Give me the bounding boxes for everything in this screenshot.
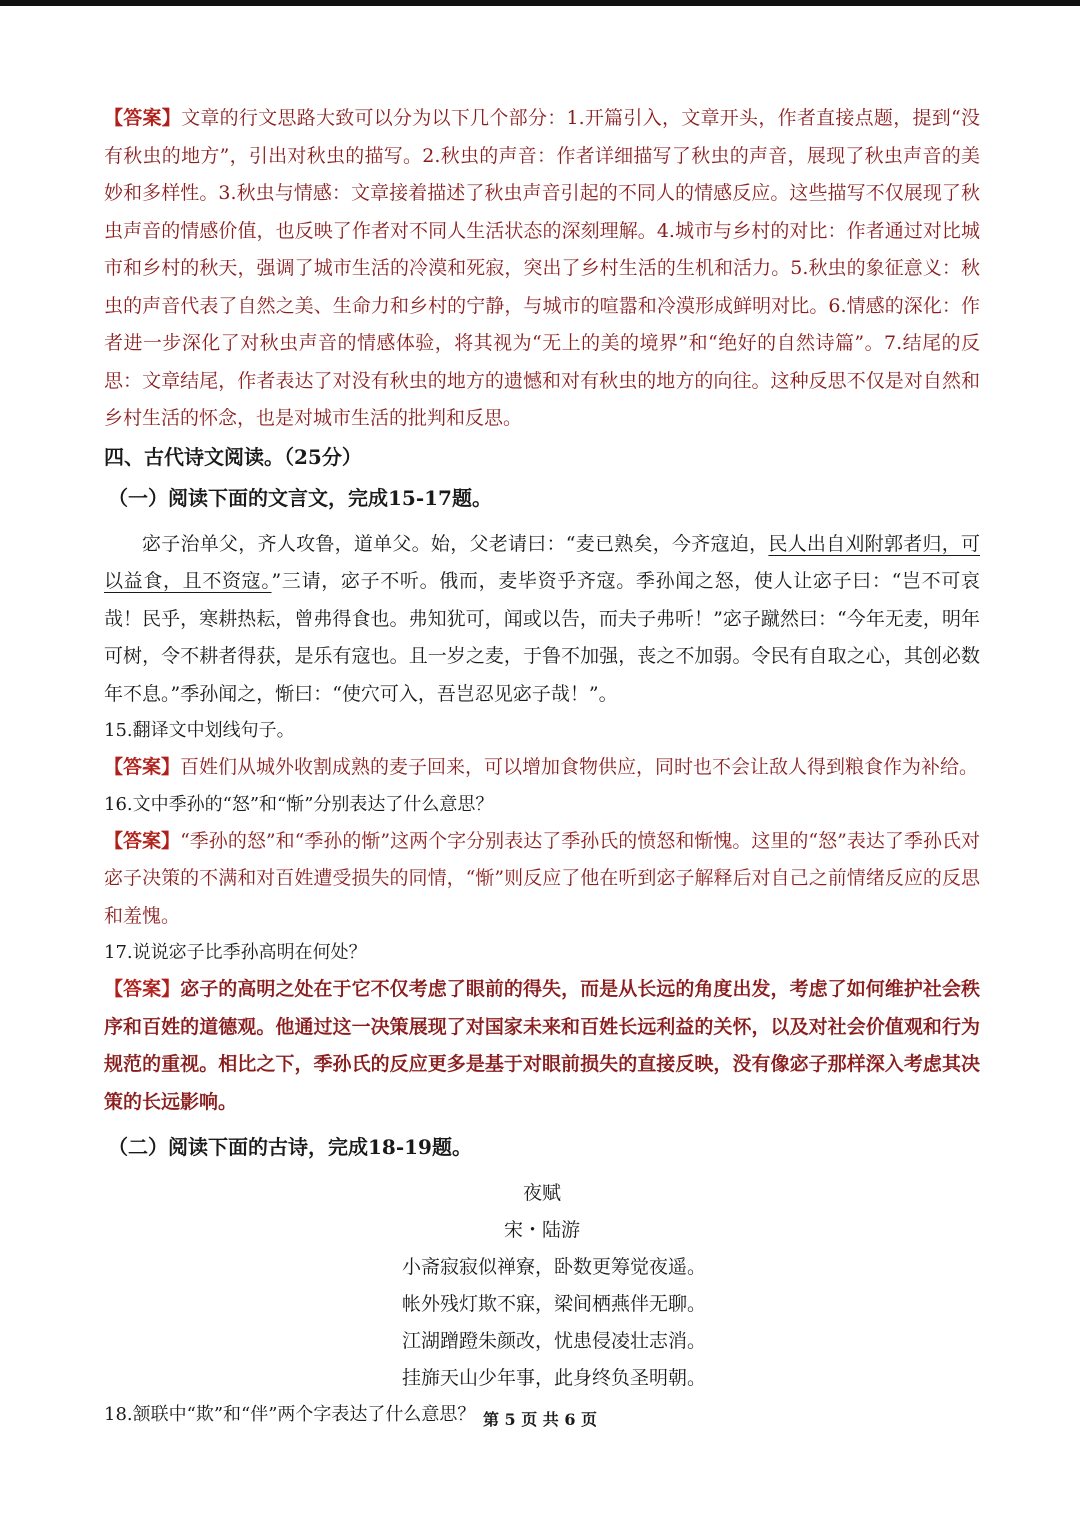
- answer-text: 文章的行文思路大致可以分为以下几个部分：1.开篇引入，文章开头，作者直接点题，提到“没有秋虫的地方”，引出对秋虫的描写。2.秋虫的声音：作者详细描写了秋虫的声音，展现了秋虫声音的美妙和多样性。3.秋虫与情感：文章接着描述了秋虫声音引起的不同人的情感反应。这些描写不仅展现了秋虫声音的情感价值，也反映了作者对不同人生活状态的深刻理解。4.城市与乡村的对比：作者通过对比城市和乡村的秋天，强调了城市生活的冷漠和死寂，突出了乡村生活的生机和活力。5.秋虫的象征意义：秋虫的声音代表了自然之美、生命力和乡村的宁静，与城市的喧嚣和冷漠形成鲜明对比。6.情感的深化：作者进一步深化了对秋虫声音的情感体验，将其视为“无上的美的境界”和“绝好的自然诗篇”。7.结尾的反思：文章结尾，作者表达了对没有秋虫的地方的遗憾和对有秋虫的地方的向往。这种反思不仅是对自然和乡村生活的怀念，也是对城市生活的批判和反思。: [104, 107, 980, 429]
- passage-text-before: 宓子治单父，齐人攻鲁，道单父。始，父老请曰：“麦已熟矣，今齐寇迫，: [142, 532, 769, 555]
- question-17: 17.说说宓子比季孙高明在何处？: [104, 942, 367, 963]
- section-heading-classical-reading: 四、古代诗文阅读。（25分）: [104, 444, 362, 469]
- question-15: 15.翻译文中划线句子。: [104, 720, 295, 741]
- exam-page: [104, 100, 980, 1433]
- part-heading-classical-prose: （一）阅读下面的文言文，完成15-17题。: [108, 485, 492, 510]
- poem: [104, 1175, 980, 1397]
- answer-text: “季孙的怒”和“季孙的惭”这两个字分别表达了季孙氏的愤怒和惭愧。这里的“怒”表达了季孙氏对宓子决策的不满和对百姓遭受损失的同情，“惭”则反应了他在听到宓子解释后对自己之前情绪反应的反思和羞愧。: [104, 829, 980, 927]
- underlined-sentence: 民人出自刈附郭者归，可以益食，且不资寇。: [104, 532, 980, 592]
- answer-text: 百姓们从城外收割成熟的麦子回来，可以增加食物供应，同时也不会让敌人得到粮食作为补给。: [180, 756, 979, 778]
- answer-tag: 【答案】: [104, 107, 182, 129]
- poem-line: 江湖蹭蹬朱颜改，忧患侵凌壮志消。: [401, 1330, 706, 1352]
- answer-16: [104, 823, 980, 936]
- poem-line: 挂旆天山少年事，此身终负圣明朝。: [401, 1367, 706, 1389]
- page-footer: 第 5 页 共 6 页: [482, 1410, 598, 1429]
- poem-title: 夜赋: [522, 1182, 561, 1204]
- answer-reading-structure: [104, 100, 980, 438]
- answer-15: [104, 749, 980, 787]
- classical-passage: [104, 526, 980, 714]
- part-heading-poem: （二）阅读下面的古诗，完成18-19题。: [108, 1135, 472, 1159]
- answer-tag: 【答案】: [104, 756, 181, 778]
- answer-tag: 【答案】: [104, 978, 181, 1000]
- question-16: 16.文中季孙的“怒”和“惭”分别表达了什么意思？: [104, 793, 494, 815]
- top-scan-edge: [0, 0, 1080, 6]
- question-18: 18.颔联中“欺”和“伴”两个字表达了什么意思？: [104, 1404, 476, 1425]
- answer-17: [104, 971, 980, 1121]
- poem-author: 宋・陆游: [503, 1219, 580, 1241]
- passage-text-after: ”三请，宓子不听。俄而，麦毕资乎齐寇。季孙闻之怒，使人让宓子曰：“岂不可哀哉！民乎，寒耕热耘，曾弗得食也。弗知犹可，闻或以告，而夫子弗听！”宓子蹴然曰：“今年无麦，明年可树，令不耕者得获，是乐有寇也。且一岁之麦，于鲁不加强，丧之不加弱。令民有自取之心，其创必数年不息。”季孙闻之，惭曰：“使穴可入，吾岂忍见宓子哉！”。: [104, 570, 980, 705]
- poem-line: 小斋寂寂似禅寮，卧数更筹觉夜遥。: [401, 1256, 706, 1278]
- poem-line: 帐外残灯欺不寐，梁间栖燕伴无聊。: [401, 1293, 706, 1315]
- answer-tag: 【答案】: [104, 829, 181, 852]
- answer-text: 宓子的高明之处在于它不仅考虑了眼前的得失，而是从长远的角度出发，考虑了如何维护社会秩序和百姓的道德观。他通过这一决策展现了对国家未来和百姓长远利益的关怀，以及对社会价值观和行为规范的重视。相比之下，季孙氏的反应更多是基于对眼前损失的直接反映，没有像宓子那样深入考虑其决策的长远影响。: [104, 978, 980, 1113]
